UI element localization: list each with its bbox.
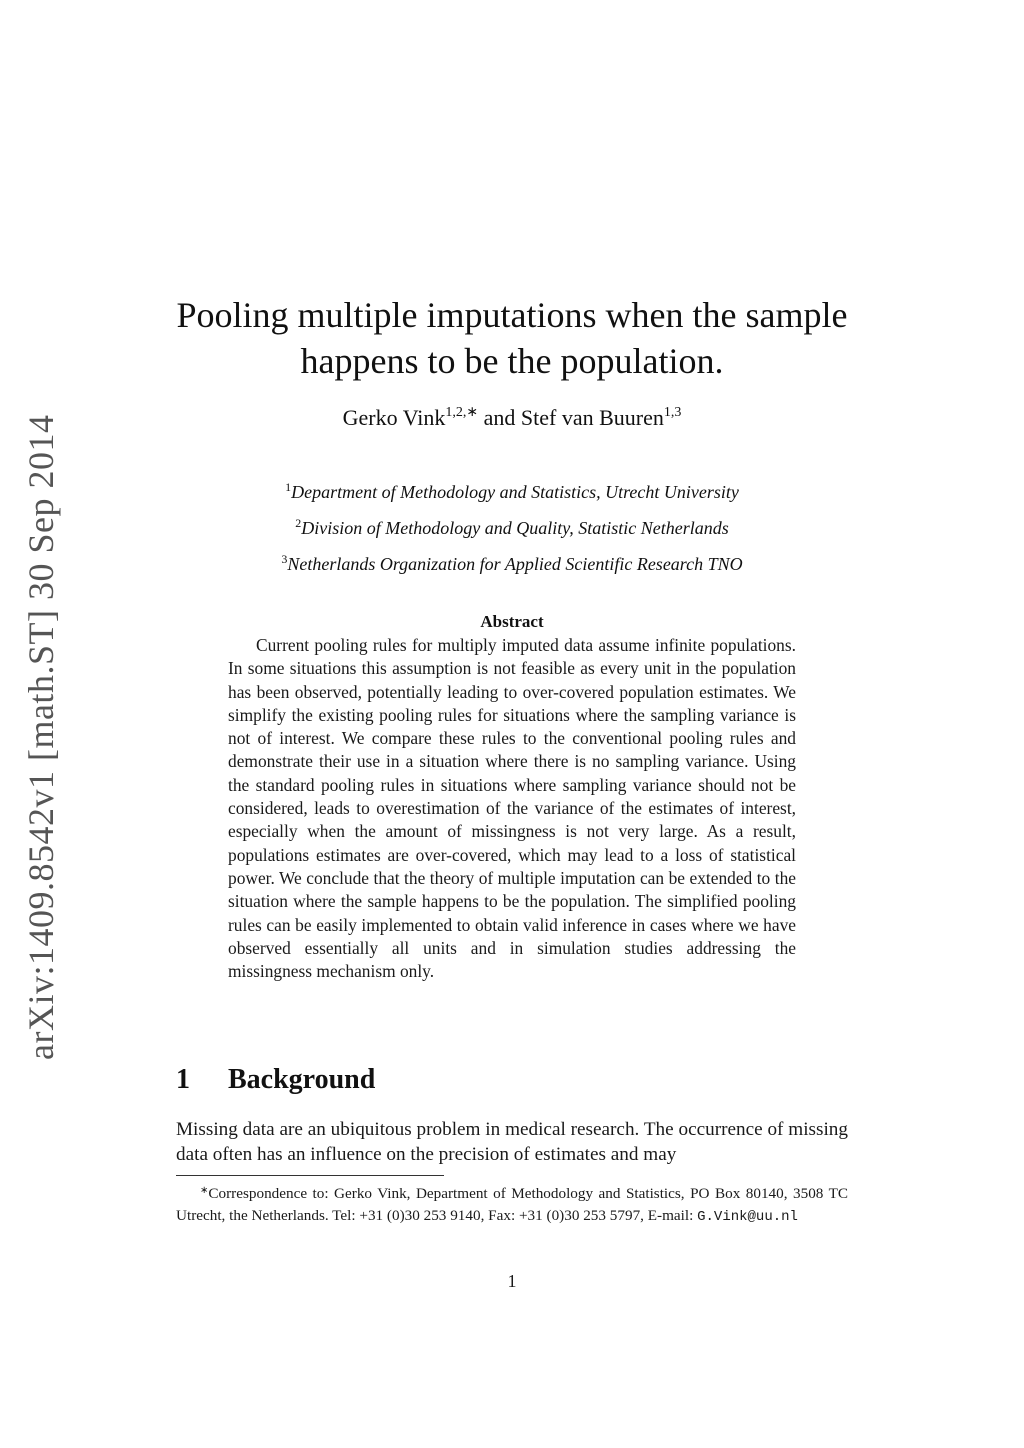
title-line-1: Pooling multiple imputations when the sample bbox=[176, 295, 848, 335]
abstract-body: Current pooling rules for multiply imputed data assume infinite populations. In some situations this assumption is not feasible as every unit in the population has been observed, potentially leading to over-covered population estimates. We simplify the existing pooling rules for situations where the sampling variance is not of interest. We compare these rules to the conventional pooling rules and demonstrate their use in a situation where there is no sampling variance. Using the standard pooling rules in situations where sampling variance should not be considered, leads to overestimation of the variance of the estimates of interest, especially when the amount of missingness is not very large. As a result, populations estimates are over-covered, which may lead to a loss of statistical power. We conclude that the theory of multiple imputation can be extended to the situation where the sample happens to be the population. The simplified pooling rules can be easily implemented to obtain valid inference in cases where we have observed essentially all units and in simulation studies addressing the missingness mechanism only. bbox=[228, 635, 796, 982]
author-name: Gerko Vink bbox=[342, 405, 446, 430]
footnote-text: Correspondence to: Gerko Vink, Department of Methodology and Statistics, PO Box 80140, 3508 TC Utrecht, the Netherlands. Tel: +31 (0)30 253 9140, Fax: +31 (0)30 253 5797, E-mail: bbox=[176, 1185, 848, 1224]
footnote-mark: ∗ bbox=[200, 1185, 209, 1196]
affiliation-text: Department of Methodology and Statistics, Utrecht University bbox=[291, 482, 739, 502]
paper-title bbox=[150, 292, 874, 384]
author-affiliation-mark: 1,3 bbox=[663, 405, 682, 420]
affiliation-item bbox=[150, 508, 874, 544]
affiliation-list bbox=[150, 472, 874, 580]
author-conjunction: and bbox=[478, 405, 521, 430]
footnote-divider bbox=[176, 1175, 444, 1176]
affiliation-text: Netherlands Organization for Applied Scientific Research TNO bbox=[287, 554, 743, 574]
affiliation-mark: 2 bbox=[295, 516, 302, 530]
abstract-heading: Abstract bbox=[480, 612, 544, 631]
arxiv-identifier: arXiv:1409.8542v1 [math.ST] 30 Sep 2014 bbox=[21, 414, 61, 1060]
title-line-2: happens to be the population. bbox=[300, 341, 724, 381]
email-link[interactable]: G.Vink@uu.nl bbox=[697, 1209, 798, 1225]
author-affiliation-mark: 1,2,∗ bbox=[445, 405, 479, 420]
page-number: 1 bbox=[507, 1271, 517, 1291]
affiliation-item bbox=[150, 472, 874, 508]
section-body-text: Missing data are an ubiquitous problem in medical research. The occurrence of missing data often has an influence on the precision of estimates and may bbox=[176, 1119, 848, 1165]
author-list bbox=[150, 404, 874, 431]
section-number: 1 bbox=[176, 1064, 190, 1095]
affiliation-mark: 1 bbox=[285, 480, 292, 494]
correspondence-footnote bbox=[176, 1180, 848, 1228]
affiliation-item bbox=[150, 544, 874, 580]
author-name: Stef van Buuren bbox=[520, 405, 664, 430]
section-title: Background bbox=[228, 1064, 376, 1095]
section-heading bbox=[176, 1064, 375, 1096]
affiliation-mark: 3 bbox=[281, 552, 288, 566]
affiliation-text: Division of Methodology and Quality, Statistic Netherlands bbox=[301, 518, 729, 538]
